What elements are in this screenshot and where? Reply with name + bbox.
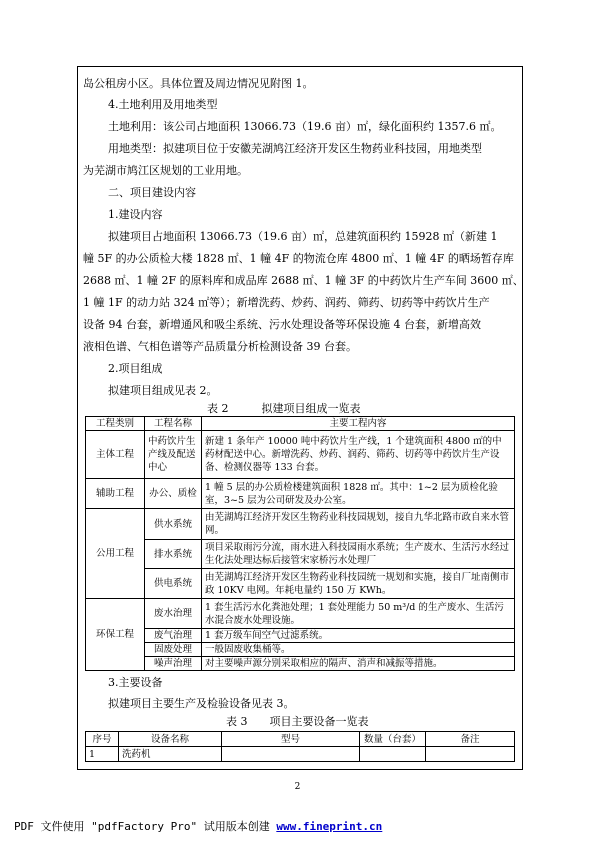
table3: [85, 731, 515, 762]
content-cell: 项目采取雨污分流，雨水进入科技园雨水系统；生产废水、生活污水经过生化法处理达标后接管宋家桥污水处理厂: [202, 540, 515, 569]
category-cell: 主体工程: [86, 431, 145, 479]
footer-text: PDF 文件使用 "pdfFactory Pro" 试用版本创建: [14, 820, 277, 833]
table-row: [86, 540, 515, 569]
table-cell: [426, 747, 515, 762]
paragraph-line: 用地类型：拟建项目位于安徽芜湖鸠江经济开发区生物药业科技园，用地类型: [108, 142, 482, 155]
column-header: 设备名称: [119, 732, 222, 747]
table-header-row: [86, 417, 515, 431]
column-header: 工程类别: [86, 417, 145, 431]
table-row: [86, 629, 515, 643]
table-cell: [222, 747, 360, 762]
column-header: 工程名称: [145, 417, 202, 431]
name-cell: 中药饮片生产线及配送中心: [145, 431, 202, 479]
paragraph-line: 土地利用：该公司占地面积 13066.73（19.6 亩）㎡，绿化面积约 1357.6 ㎡。: [108, 120, 502, 133]
name-cell: 废水治理: [145, 599, 202, 629]
section-heading: 4.土地利用及用地类型: [108, 98, 218, 111]
fineprint-link[interactable]: www.fineprint.cn: [276, 820, 383, 833]
table-cell: [360, 747, 426, 762]
table-row: [86, 657, 515, 671]
table-row: [86, 479, 515, 509]
paragraph-line: 为芜湖市鸠江区规划的工业用地。: [83, 164, 248, 177]
table-row: [86, 569, 515, 599]
content-cell: 一般固废收集桶等。: [202, 643, 515, 657]
table2-caption: 表 2 拟建项目组成一览表: [207, 402, 361, 415]
content-cell: 1 套生活污水化粪池处理；1 套处理能力 50 m³/d 的生产废水、生活污水混合废水处理设施。: [202, 599, 515, 629]
content-cell: 由芜湖鸠江经济开发区生物药业科技园规划，接自九华北路市政自来水管网。: [202, 509, 515, 540]
section-heading: 3.主要设备: [108, 676, 163, 689]
column-header: 主要工程内容: [202, 417, 515, 431]
table-cell: 1: [86, 747, 119, 762]
paragraph-line: 液相色谱、气相色谱等产品质量分析检测设备 39 台套。: [83, 340, 357, 353]
paragraph-line: 1 幢 1F 的动力站 324 ㎡等）；新增洗药、炒药、润药、筛药、切药等中药饮片生产: [83, 296, 490, 309]
table-row: [86, 599, 515, 629]
name-cell: 固废处理: [145, 643, 202, 657]
table3-caption: 表 3 项目主要设备一览表: [226, 715, 369, 728]
content-cell: 由芜湖鸠江经济开发区生物药业科技园统一规划和实施，接自厂址南侧市政 10KV 电网。年耗电量约 150 万 KWh。: [202, 569, 515, 599]
name-cell: 办公、质检: [145, 479, 202, 509]
section-heading: 1.建设内容: [108, 208, 163, 221]
category-cell: 辅助工程: [86, 479, 145, 509]
name-cell: 供水系统: [145, 509, 202, 540]
content-cell: 对主要噪声源分别采取相应的隔声、消声和减振等措施。: [202, 657, 515, 671]
paragraph-line: 2688 ㎡、1 幢 2F 的原料库和成品库 2688 ㎡、1 幢 3F 的中药饮片生产车间 3600 ㎡、: [83, 274, 524, 287]
category-cell: 环保工程: [86, 599, 145, 671]
table2: [85, 416, 515, 671]
column-header: 数量（台套）: [360, 732, 426, 747]
table-row: [86, 431, 515, 479]
paragraph-line: 拟建项目主要生产及检验设备见表 3。: [108, 697, 295, 710]
paragraph-line: 拟建项目占地面积 13066.73（19.6 亩）㎡，总建筑面积约 15928 ㎡（新建 1: [108, 230, 498, 243]
content-cell: 新建 1 条年产 10000 吨中药饮片生产线，1 个建筑面积 4800 ㎡的中药材配送中心。新增洗药、炒药、润药、筛药、切药等中药饮片生产设备、检测仪器等 133 台套。: [202, 431, 515, 479]
name-cell: 供电系统: [145, 569, 202, 599]
content-cell: 1 幢 5 层的办公质检楼建筑面积 1828 ㎡。其中：1~2 层为质检化验室，3~5 层为公司研发及办公室。: [202, 479, 515, 509]
section-heading: 2.项目组成: [108, 362, 163, 375]
table-cell: 洗药机: [119, 747, 222, 762]
table-row: [86, 643, 515, 657]
name-cell: 废气治理: [145, 629, 202, 643]
table-row: [86, 509, 515, 540]
section-heading: 二、项目建设内容: [108, 186, 196, 199]
table-row: [86, 747, 515, 762]
page-number: 2: [294, 782, 301, 792]
pdf-footer: [14, 818, 382, 834]
category-cell: 公用工程: [86, 509, 145, 599]
name-cell: 排水系统: [145, 540, 202, 569]
column-header: 型号: [222, 732, 360, 747]
paragraph-line: 幢 5F 的办公质检大楼 1828 ㎡、1 幢 4F 的物流仓库 4800 ㎡、1 幢 4F 的晒场暂存库: [83, 252, 514, 265]
column-header: 备注: [426, 732, 515, 747]
name-cell: 噪声治理: [145, 657, 202, 671]
paragraph-line: 岛公租房小区。具体位置及周边情况见附图 1。: [83, 77, 314, 90]
table-header-row: [86, 732, 515, 747]
paragraph-line: 拟建项目组成见表 2。: [108, 384, 218, 397]
column-header: 序号: [86, 732, 119, 747]
content-cell: 1 套万级车间空气过滤系统。: [202, 629, 515, 643]
paragraph-line: 设备 94 台套，新增通风和吸尘系统、污水处理设备等环保设施 4 台套，新增高效: [83, 318, 481, 331]
